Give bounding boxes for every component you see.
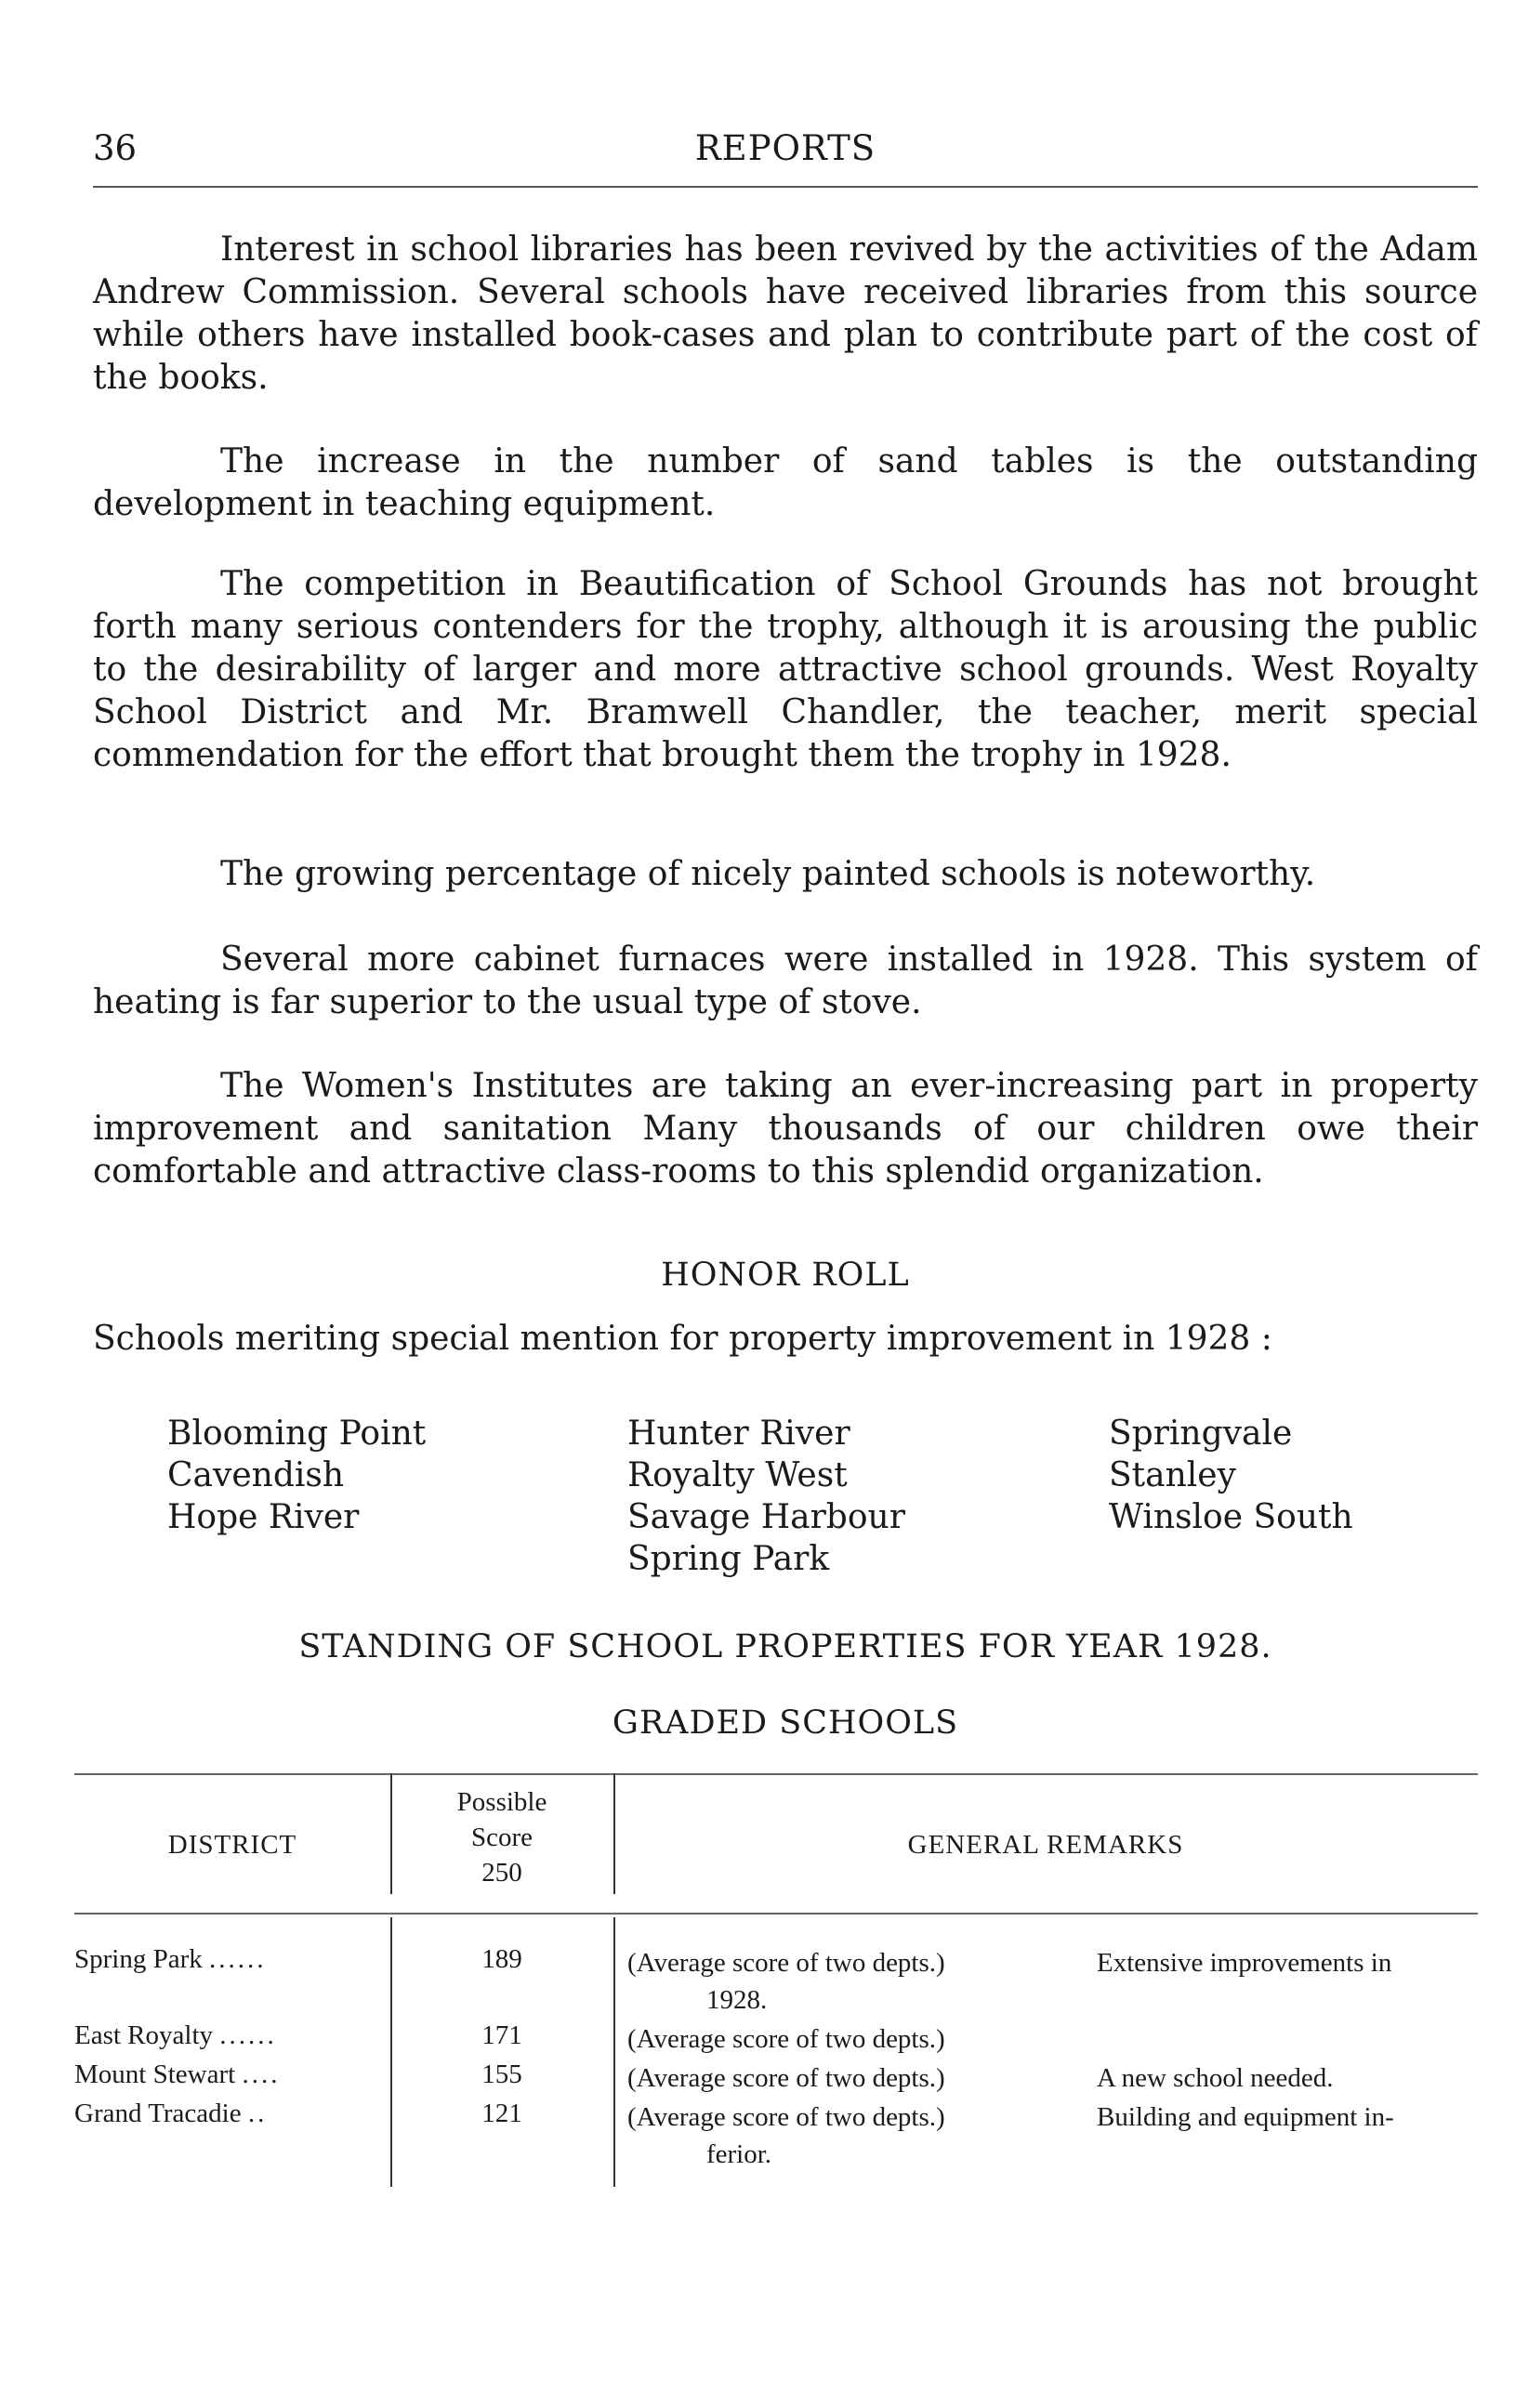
district-name: East Royalty: [74, 2020, 214, 2050]
paragraph-womens-institutes: The Women's Institutes are taking an ever-increasing part in property improvement and sanitation Many thousands of our children owe their comfortable and attractive class-rooms to this splendid organization.: [93, 1067, 1478, 1191]
honor-roll-intro: Schools meriting special mention for property improvement in 1928 :: [93, 1320, 1272, 1358]
table-top-rule: [74, 1773, 1478, 1775]
paragraph-beautification: The competition in Beautification of School Grounds has not brought forth many serious contenders for the trophy, although it is arousing the public to the desirability of larger and more attractive school grounds. West Royalty School District and Mr. Bramwell Chandler, the teacher, merit special commendation for the effort that brought them the trophy in 1928.: [93, 565, 1478, 774]
honor-roll-column-3: [1109, 1413, 1353, 1538]
score-value: 121: [481, 2099, 522, 2128]
score-value: 189: [481, 1944, 522, 1974]
honor-roll-heading: HONOR ROLL: [661, 1257, 910, 1294]
paragraph-painted-schools: The growing percentage of nicely painted schools is noteworthy.: [220, 855, 1316, 893]
score-note: (Average score of two depts.) ferior.: [627, 2102, 945, 2169]
district-name: Spring Park: [74, 1944, 203, 1974]
district-column-header: DISTRICT: [167, 1830, 297, 1860]
school-name: Savage Harbour: [627, 1498, 905, 1536]
school-name: Hunter River: [627, 1415, 850, 1453]
page-header: [93, 128, 1478, 184]
paragraph-furnaces: Several more cabinet furnaces were installed in 1928. This system of heating is far superior to the usual type of stove.: [93, 941, 1478, 1021]
school-name: Hope River: [167, 1498, 360, 1536]
score-note: (Average score of two depts.): [627, 2063, 945, 2093]
remark-text: A new school needed.: [1097, 2063, 1334, 2093]
running-head: REPORTS: [694, 128, 876, 168]
graded-schools-heading: GRADED SCHOOLS: [612, 1704, 959, 1742]
score-note: (Average score of two depts.) 1928.: [627, 1948, 945, 2015]
header-rule: [93, 186, 1478, 188]
school-name: Blooming Point: [167, 1415, 427, 1453]
score-note: (Average score of two depts.): [627, 2024, 945, 2054]
paragraph-libraries: Interest in school libraries has been revived by the activities of the Adam Andrew Commission. Several schools have received libraries from this source while others have installed book-cases and plan to contribute part of the cost of the books.: [93, 230, 1478, 397]
school-name: Stanley: [1109, 1456, 1236, 1494]
graded-schools-table: DISTRICT Possible Score 250 GENERAL REMARKS Spring Park ...... 189 (Average score of two depts.) 1928. Extensive improvements in East Royalty ...... 171 (Average score of two depts.) Mount Stewart .... 155 (Average score of two depts.) A new school needed. Grand Tracadie .. 121 (Average score of two depts.) ferior. Building and equipment in-: [74, 1773, 1478, 2191]
remark-text: Extensive improvements in: [1097, 1948, 1392, 1978]
remark-text: Building and equipment in-: [1097, 2102, 1394, 2132]
school-name: Cavendish: [167, 1456, 345, 1494]
score-column-header: Possible Score 250: [456, 1787, 547, 1888]
school-name: Royalty West: [627, 1456, 848, 1494]
column-divider: [613, 1917, 615, 2187]
honor-roll-column-1: [167, 1413, 426, 1538]
school-name: Springvale: [1109, 1415, 1293, 1453]
score-value: 155: [481, 2059, 522, 2089]
school-name: Winsloe South: [1109, 1498, 1353, 1536]
district-name: Grand Tracadie: [74, 2099, 242, 2128]
district-name: Mount Stewart: [74, 2059, 236, 2089]
score-value: 171: [481, 2020, 522, 2050]
table-header-rule: [74, 1913, 1478, 1915]
page-number: 36: [93, 128, 138, 168]
remarks-column-header: GENERAL REMARKS: [907, 1830, 1184, 1860]
school-name: Spring Park: [627, 1540, 830, 1578]
honor-roll-column-2: [627, 1413, 905, 1580]
standing-heading: STANDING OF SCHOOL PROPERTIES FOR YEAR 1928.: [298, 1628, 1272, 1665]
paragraph-sand-tables: The increase in the number of sand tables is the outstanding development in teaching equipment.: [93, 442, 1478, 523]
